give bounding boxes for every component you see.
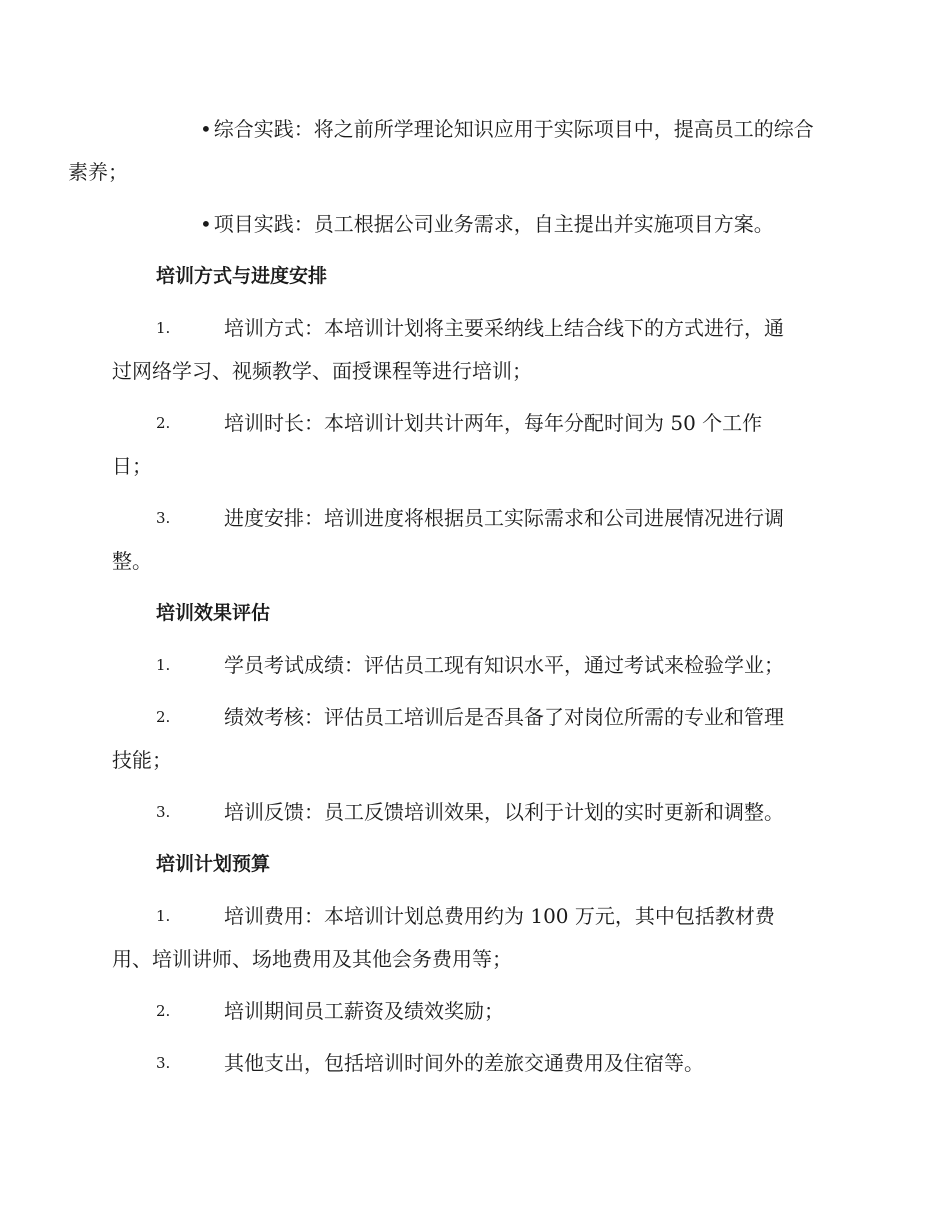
list-text: 培训方式：本培训计划将主要采纳线上结合线下的方式进行，通 bbox=[224, 316, 784, 340]
list-text: 学员考试成绩：评估员工现有知识水平，通过考试来检验学业； bbox=[224, 653, 784, 677]
list-text: 进度安排：培训进度将根据员工实际需求和公司进展情况进行调 bbox=[224, 506, 784, 530]
list-number: 2. bbox=[156, 414, 171, 432]
list-number: 3. bbox=[156, 803, 171, 821]
list-text: 其他支出，包括培训时间外的差旅交通费用及住宿等。 bbox=[224, 1051, 704, 1075]
list-number: 2. bbox=[156, 708, 171, 726]
section-heading-training-evaluation: 培训效果评估 bbox=[156, 602, 271, 624]
bullet-text: 将之前所学理论知识应用于实际项目中，提高员工的综合 bbox=[313, 117, 814, 141]
bullet-label: 项目实践： bbox=[213, 212, 314, 236]
list-item bbox=[112, 307, 834, 393]
bullet-marker: • bbox=[200, 212, 212, 236]
list-text: 绩效考核：评估员工培训后是否具备了对岗位所需的专业和管理 bbox=[224, 705, 784, 729]
bullet-text: 员工根据公司业务需求，自主提出并实施项目方案。 bbox=[313, 212, 774, 236]
list-number: 2. bbox=[156, 1002, 171, 1020]
list-number: 3. bbox=[156, 1054, 171, 1072]
list-item bbox=[112, 895, 834, 981]
list-number: 1. bbox=[156, 656, 171, 674]
list-item bbox=[112, 696, 834, 782]
list-item bbox=[112, 402, 834, 488]
list-item bbox=[112, 497, 834, 583]
list-item bbox=[112, 990, 834, 1033]
list-text-continued: 整。 bbox=[112, 549, 152, 573]
list-number: 1. bbox=[156, 319, 171, 337]
list-item bbox=[112, 1042, 834, 1085]
list-text: 培训期间员工薪资及绩效奖励； bbox=[224, 999, 504, 1023]
bullet-text-continued: 素养； bbox=[68, 160, 128, 184]
list-text-continued: 技能； bbox=[112, 748, 172, 772]
list-item bbox=[112, 644, 834, 687]
list-number: 3. bbox=[156, 509, 171, 527]
list-text-continued: 用、培训讲师、场地费用及其他会务费用等； bbox=[112, 947, 512, 971]
list-text-continued: 过网络学习、视频教学、面授课程等进行培训； bbox=[112, 359, 532, 383]
list-number: 1. bbox=[156, 907, 171, 925]
list-text: 培训反馈：员工反馈培训效果，以利于计划的实时更新和调整。 bbox=[224, 800, 784, 824]
list-text: 培训费用：本培训计划总费用约为 100 万元，其中包括教材费 bbox=[224, 904, 775, 928]
bullet-item-comprehensive-practice bbox=[68, 108, 834, 194]
bullet-label: 综合实践： bbox=[213, 117, 314, 141]
section-heading-training-budget: 培训计划预算 bbox=[156, 853, 271, 875]
list-text-continued: 日； bbox=[112, 454, 152, 478]
document-body bbox=[68, 108, 834, 1094]
list-text: 培训时长：本培训计划共计两年，每年分配时间为 50 个工作 bbox=[224, 411, 763, 435]
list-item bbox=[112, 791, 834, 834]
section-heading-training-method: 培训方式与进度安排 bbox=[156, 265, 328, 287]
bullet-item-project-practice bbox=[112, 203, 834, 246]
bullet-marker: • bbox=[200, 117, 212, 141]
